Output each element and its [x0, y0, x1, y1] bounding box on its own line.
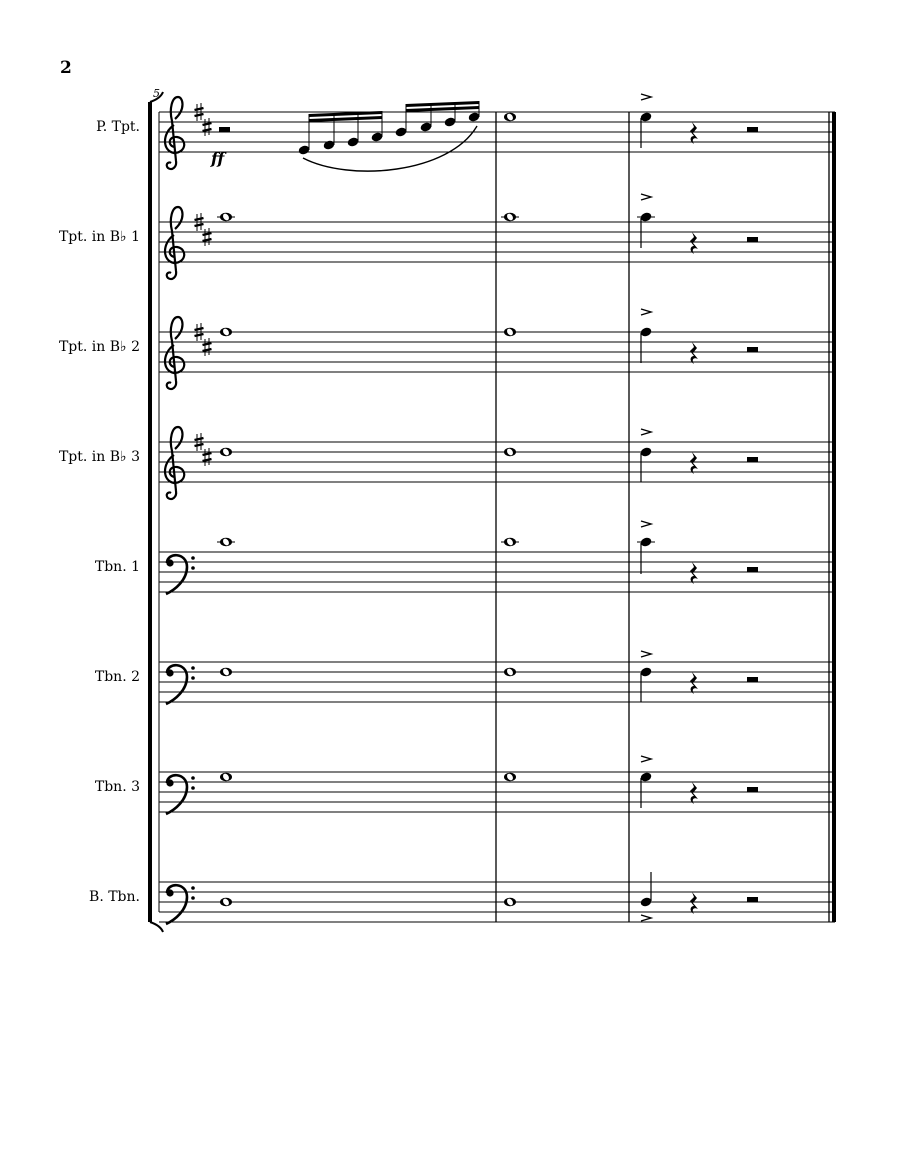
half-rest — [747, 347, 758, 352]
quarter-rest — [690, 672, 698, 694]
staff-label-trumpet-2: Tpt. in B♭ 2 — [58, 339, 140, 355]
accent-mark — [641, 94, 651, 100]
bass-clef-icon — [166, 665, 195, 704]
whole-note — [504, 538, 516, 547]
whole-note — [504, 113, 516, 122]
whole-note — [504, 213, 516, 222]
half-rest — [747, 457, 758, 462]
accent-mark — [641, 429, 651, 435]
staff-trumpet-3 — [159, 427, 835, 499]
bass-clef-icon — [166, 555, 195, 594]
accent-mark — [641, 651, 651, 657]
whole-note — [220, 448, 232, 457]
staff-trumpet-1 — [159, 194, 835, 279]
staff-label-trombone-1: Tbn. 1 — [94, 559, 140, 575]
key-signature — [195, 103, 212, 136]
quarter-rest — [690, 342, 698, 364]
treble-clef-icon — [165, 207, 184, 279]
whole-note — [220, 898, 232, 907]
staff-label-bass-trombone: B. Tbn. — [89, 889, 140, 905]
accent-mark — [641, 309, 651, 315]
quarter-rest — [690, 782, 698, 804]
quarter-rest — [690, 562, 698, 584]
quarter-rest — [690, 892, 698, 914]
whole-note — [220, 213, 232, 222]
whole-note — [220, 538, 232, 547]
accent-mark — [641, 756, 651, 762]
barlines — [496, 112, 836, 922]
staff-label-trombone-2: Tbn. 2 — [94, 669, 140, 685]
accent-mark — [641, 915, 651, 921]
staff-label-trumpet-1: Tpt. in B♭ 1 — [58, 229, 140, 245]
half-rest — [747, 127, 758, 132]
key-signature — [195, 323, 212, 356]
key-signature — [195, 213, 212, 246]
quarter-rest — [690, 232, 698, 254]
system-bracket — [148, 92, 163, 932]
treble-clef-icon — [165, 427, 184, 499]
whole-note — [220, 328, 232, 337]
whole-note — [504, 773, 516, 782]
half-rest — [219, 127, 230, 132]
treble-clef-icon — [165, 317, 184, 389]
whole-note — [504, 668, 516, 677]
final-barline — [832, 112, 836, 922]
staff-trombone-1 — [159, 521, 835, 594]
whole-note — [220, 668, 232, 677]
whole-note — [504, 448, 516, 457]
bass-clef-icon — [166, 775, 195, 814]
half-rest — [747, 237, 758, 242]
measure-number: 5 — [153, 87, 160, 100]
whole-note — [504, 328, 516, 337]
half-rest — [747, 677, 758, 682]
quarter-rest — [690, 452, 698, 474]
whole-note — [220, 773, 232, 782]
staff-trombone-2 — [159, 651, 835, 704]
bass-clef-icon — [166, 885, 195, 924]
staff-bass-trombone — [159, 872, 835, 924]
half-rest — [747, 897, 758, 902]
staff-label-piccolo-trumpet: P. Tpt. — [96, 119, 140, 135]
staff-piccolo-trumpet — [159, 94, 835, 171]
page-number: 2 — [60, 58, 72, 78]
dynamic-marking: ff — [211, 149, 225, 168]
half-rest — [747, 567, 758, 572]
accent-mark — [641, 521, 651, 527]
staff-label-trombone-3: Tbn. 3 — [94, 779, 140, 795]
staff-trombone-3 — [159, 756, 835, 814]
key-signature — [195, 433, 212, 466]
staff-trumpet-2 — [159, 309, 835, 389]
half-rest — [747, 787, 758, 792]
accent-mark — [641, 194, 651, 200]
staff-label-trumpet-3: Tpt. in B♭ 3 — [58, 449, 140, 465]
quarter-rest — [690, 122, 698, 144]
treble-clef-icon — [165, 97, 184, 169]
whole-note — [504, 898, 516, 907]
